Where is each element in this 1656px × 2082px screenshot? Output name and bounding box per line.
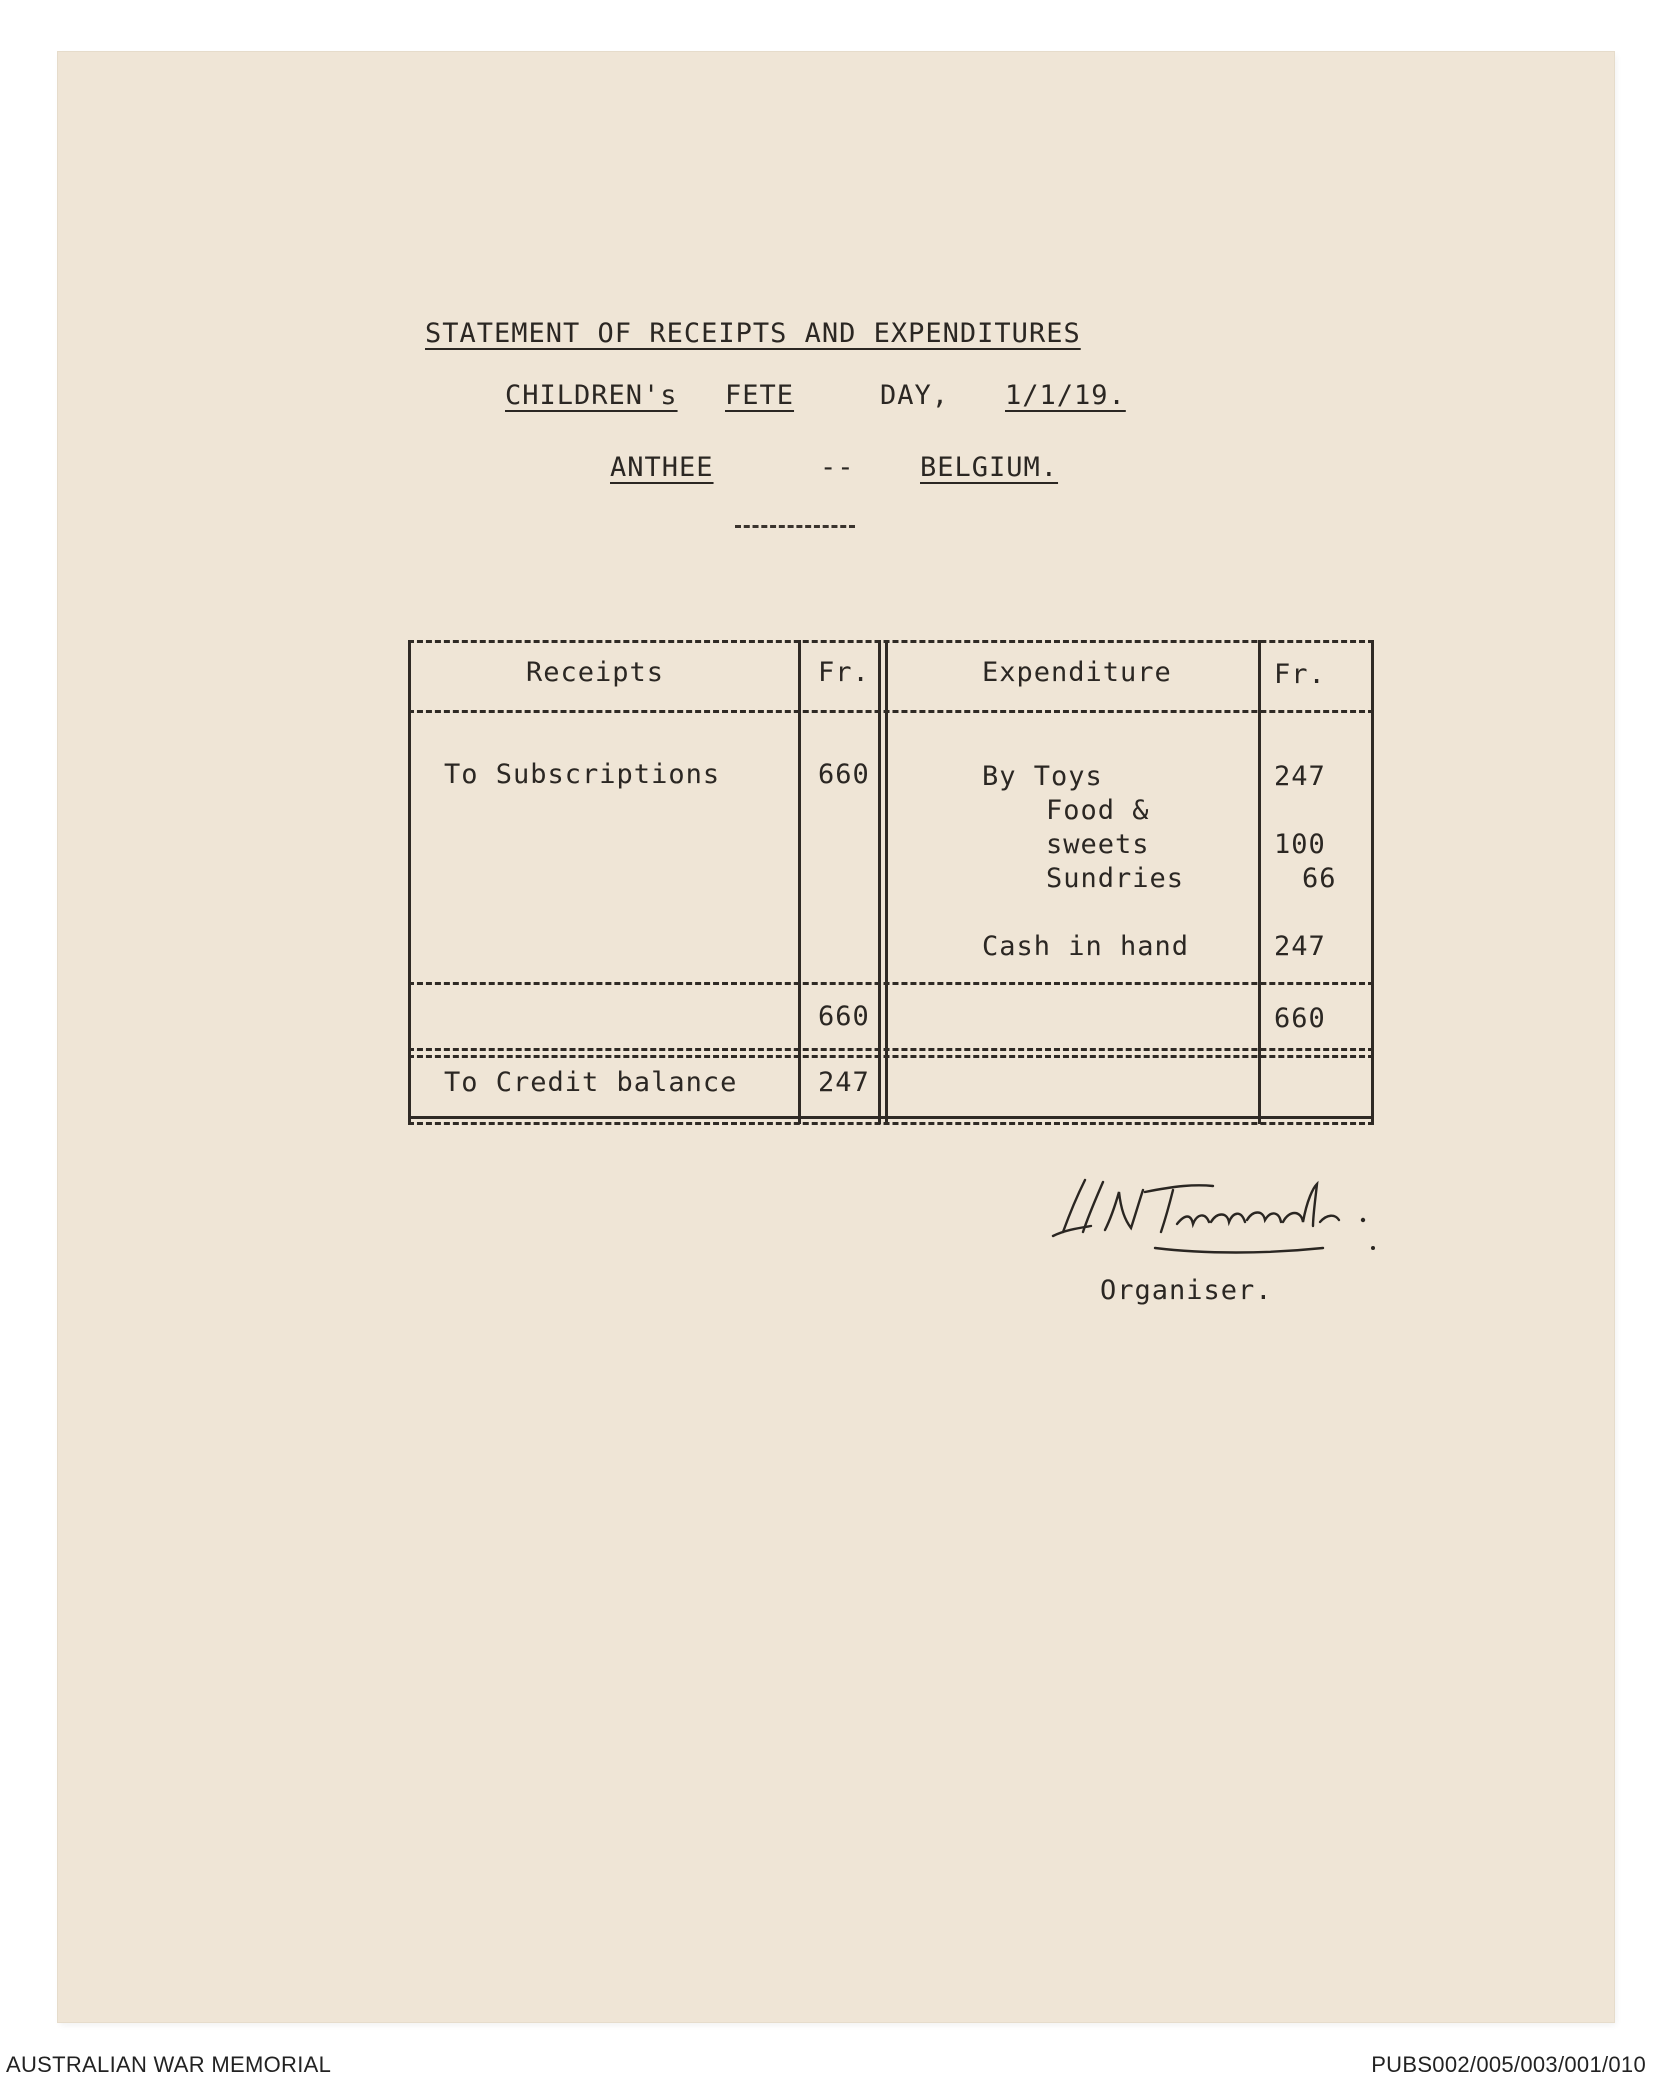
expense-amount-cash: 247 bbox=[1274, 931, 1326, 962]
expense-label-cash: Cash in hand bbox=[982, 931, 1190, 962]
balance-amount: 247 bbox=[818, 1067, 870, 1098]
footer-reference-number: PUBS002/005/003/001/010 bbox=[1371, 2052, 1646, 2077]
ledger-bottom-rule-1 bbox=[408, 1116, 1374, 1119]
ledger-subtotal-rule bbox=[408, 982, 1374, 985]
header-receipts: Receipts bbox=[526, 657, 665, 688]
statement-title-text: STATEMENT OF RECEIPTS AND EXPENDITURES bbox=[425, 318, 1081, 349]
total-expenditure: 660 bbox=[1274, 1003, 1326, 1034]
event-date: 1/1/19. bbox=[1005, 380, 1126, 411]
ledger-col-rule-2 bbox=[878, 640, 881, 1124]
expense-label-toys: By Toys bbox=[982, 761, 1103, 792]
receipt-amount: 660 bbox=[818, 759, 870, 790]
location-country: BELGIUM. bbox=[920, 452, 1059, 483]
ledger-right-border bbox=[1371, 640, 1374, 1124]
ledger-col-rule-3 bbox=[885, 640, 888, 1124]
organiser-label: Organiser. bbox=[1100, 1275, 1273, 1306]
event-word-fete: FETE bbox=[725, 380, 795, 411]
ledger-top-rule bbox=[408, 640, 1374, 643]
expense-label-sundries: Sundries bbox=[1046, 863, 1185, 894]
expense-amount-sundries: 66 bbox=[1302, 863, 1337, 894]
event-word-day: DAY, bbox=[880, 380, 950, 411]
ledger-col-rule-1 bbox=[798, 640, 801, 1124]
ledger-header-rule bbox=[408, 710, 1374, 713]
receipt-label: To Subscriptions bbox=[444, 759, 721, 790]
header-expenditure-fr: Fr. bbox=[1274, 659, 1326, 690]
ledger-left-border bbox=[408, 640, 411, 1124]
footer-archive-name: AUSTRALIAN WAR MEMORIAL bbox=[6, 2052, 332, 2077]
signature-mark bbox=[1045, 1170, 1385, 1260]
header-receipts-fr: Fr. bbox=[818, 657, 870, 688]
expense-label-sweets: sweets bbox=[1046, 829, 1150, 860]
header-expenditure: Expenditure bbox=[982, 657, 1172, 688]
location-town: ANTHEE bbox=[610, 452, 714, 483]
ledger-table bbox=[408, 640, 1374, 1124]
expense-amount-sweets: 100 bbox=[1274, 829, 1326, 860]
ledger-col-rule-4 bbox=[1258, 640, 1261, 1124]
location-dash: -- bbox=[820, 452, 855, 483]
expense-amount-toys: 247 bbox=[1274, 761, 1326, 792]
ledger-total-rule-1 bbox=[408, 1048, 1374, 1051]
balance-label: To Credit balance bbox=[444, 1067, 738, 1098]
heading-separator bbox=[735, 525, 855, 528]
event-word-children: CHILDREN's bbox=[505, 380, 678, 411]
ledger-total-rule-2 bbox=[408, 1055, 1374, 1058]
expense-label-food: Food & bbox=[1046, 795, 1150, 826]
ledger-bottom-rule-2 bbox=[408, 1122, 1374, 1125]
total-receipts: 660 bbox=[818, 1001, 870, 1032]
